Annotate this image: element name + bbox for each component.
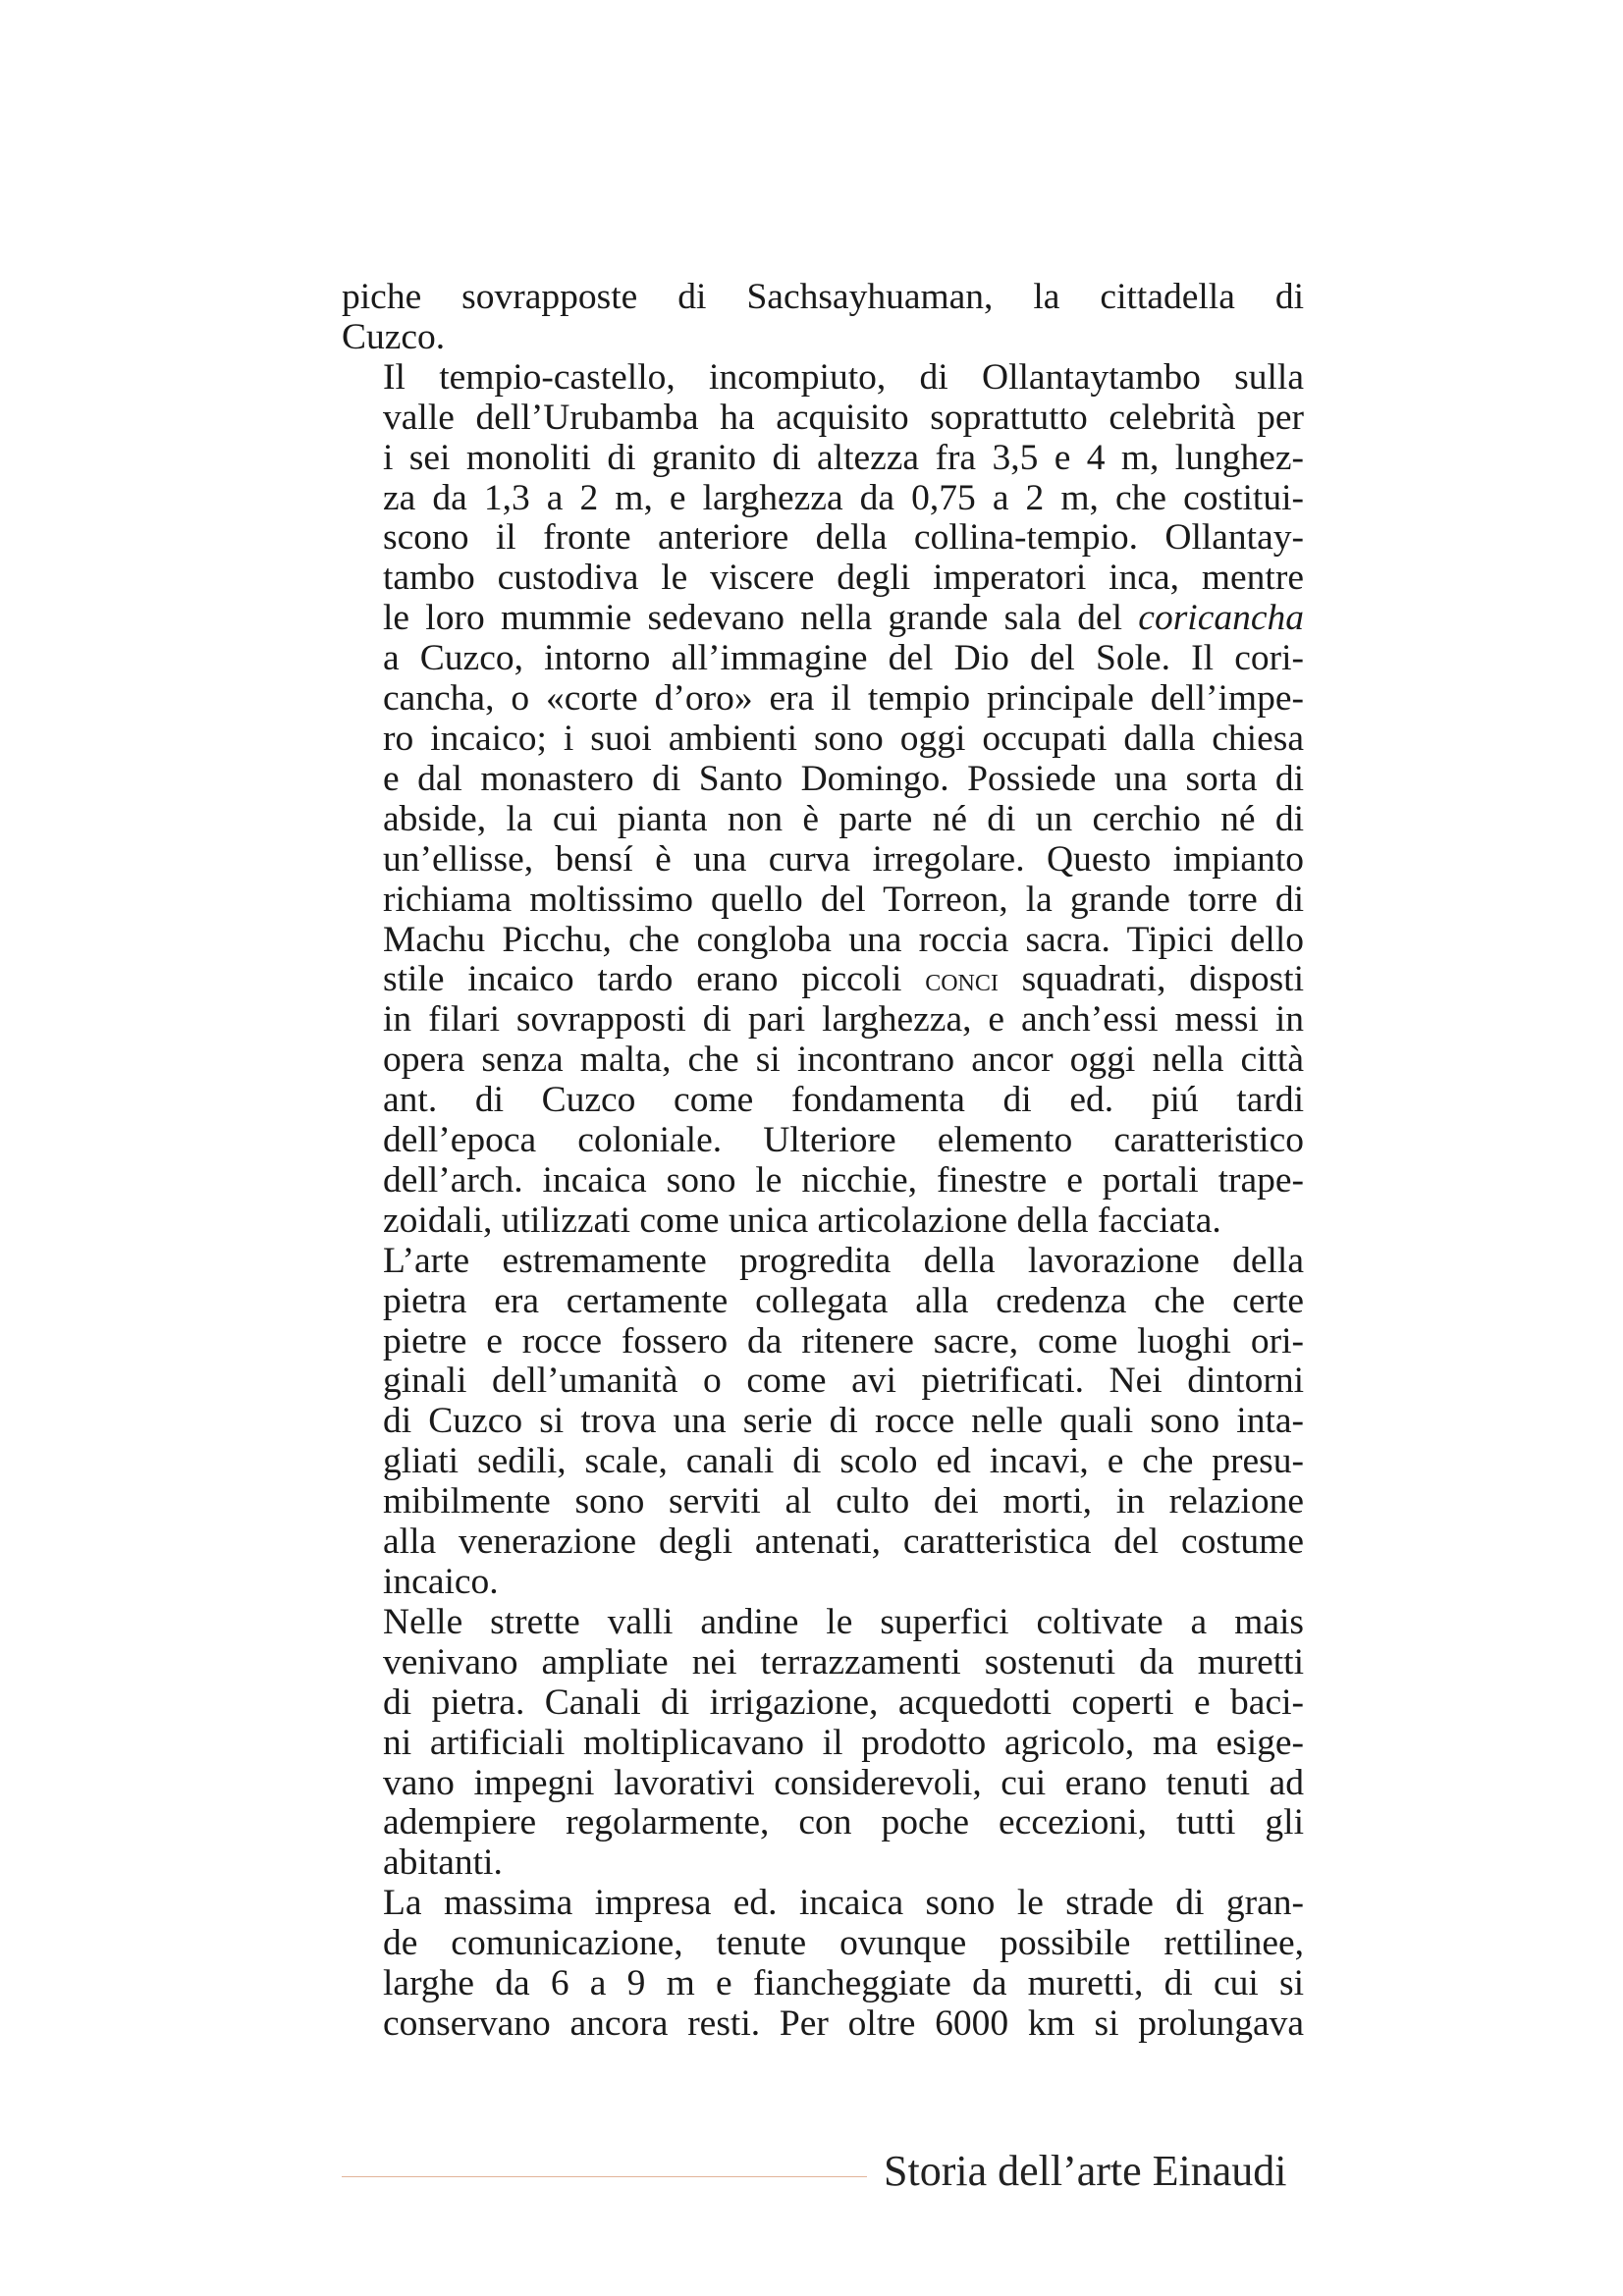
text-line: Il tempio-castello, incompiuto, di Ollantaytambo sulla <box>383 356 1304 398</box>
text-line: ant. di Cuzco come fondamenta di ed. piú tardi <box>383 1080 1304 1121</box>
text-line: cancha, o «corte d’oro» era il tempio principale dell’impe- <box>383 678 1304 720</box>
text-line: di Cuzco si trova una serie di rocce nelle quali sono inta- <box>383 1401 1304 1442</box>
text-line: ni artificiali moltiplicavano il prodotto agricolo, ma esige- <box>383 1722 1304 1763</box>
text-line: ro incaico; i suoi ambienti sono oggi occupati dalla chiesa <box>383 718 1304 759</box>
text-line: ginali dell’umanità o come avi pietrificati. Nei dintorni <box>383 1361 1304 1402</box>
italic-term: coricancha <box>1138 598 1304 639</box>
text-line: abside, la cui pianta non è parte né di un cerchio né di <box>383 798 1304 839</box>
footer-title: Storia dell’arte Einaudi <box>884 2147 1287 2195</box>
text-line: venivano ampliate nei terrazzamenti sostenuti da muretti <box>383 1641 1304 1682</box>
text-line: un’ellisse, bensí è una curva irregolare. Questo impianto <box>383 838 1304 880</box>
paragraph <box>342 278 1304 358</box>
text-line: a Cuzco, intorno all’immagine del Dio del Sole. Il cori- <box>383 638 1304 679</box>
text-line: e dal monastero di Santo Domingo. Possiede una sorta di <box>383 758 1304 799</box>
text-line: opera senza malta, che si incontrano ancor oggi nella città <box>383 1040 1304 1081</box>
text-line: alla venerazione degli antenati, caratteristica del costume <box>383 1522 1304 1563</box>
body-text <box>342 278 1304 2045</box>
paragraph <box>342 358 1304 1242</box>
text-line: scono il fronte anteriore della collina-tempio. Ollantay- <box>383 517 1304 559</box>
text-line: larghe da 6 a 9 m e fiancheggiate da muretti, di cui si <box>383 1963 1304 2004</box>
paragraph <box>342 1884 1304 2045</box>
glossary-term: conci <box>925 961 999 999</box>
text-line: dell’epoca coloniale. Ulteriore elemento caratteristico <box>383 1120 1304 1161</box>
text-line: valle dell’Urubamba ha acquisito soprattutto celebrità per <box>383 397 1304 438</box>
text-line: vano impegni lavorativi considerevoli, cui erano tenuti ad <box>383 1762 1304 1803</box>
text-line: di pietra. Canali di irrigazione, acquedotti coperti e baci- <box>383 1682 1304 1723</box>
text-line: tambo custodiva le viscere degli imperatori inca, mentre <box>383 558 1304 599</box>
text-line: conservano ancora resti. Per oltre 6000 km si prolungava <box>383 2002 1304 2044</box>
text-line: de comunicazione, tenute ovunque possibile rettilinee, <box>383 1923 1304 1964</box>
text-line: L’arte estremamente progredita della lavorazione della <box>383 1240 1304 1281</box>
text-line: Nelle strette valli andine le superfici coltivate a mais <box>383 1601 1304 1642</box>
text-line: adempiere regolarmente, con poche eccezioni, tutti gli <box>383 1802 1304 1843</box>
text-line: zoidali, utilizzati come unica articolazione della facciata. <box>383 1200 1221 1241</box>
paragraph <box>342 1242 1304 1603</box>
text-line: Machu Picchu, che congloba una roccia sacra. Tipici dello <box>383 919 1304 960</box>
text-line: Cuzco. <box>342 316 446 357</box>
text-line: gliati sedili, scale, canali di scolo ed incavi, e che presu- <box>383 1441 1304 1482</box>
text-line: za da 1,3 a 2 m, e larghezza da 0,75 a 2 m, che costitui- <box>383 477 1304 518</box>
text-line: piche sovrapposte di Sachsayhuaman, la cittadella di <box>342 277 1304 317</box>
text-line: le loro mummie sedevano nella grande sala del coricancha <box>383 598 1304 639</box>
text-line: in filari sovrapposti di pari larghezza, e anch’essi messi in <box>383 999 1304 1041</box>
text-line: i sei monoliti di granito di altezza fra 3,5 e 4 m, lunghez- <box>383 437 1304 478</box>
paragraph <box>342 1603 1304 1884</box>
footer-rule <box>342 2176 867 2177</box>
text-line: La massima impresa ed. incaica sono le strade di gran- <box>383 1883 1304 1924</box>
text-line: dell’arch. incaica sono le nicchie, finestre e portali trape- <box>383 1159 1304 1201</box>
text-line: pietre e rocce fossero da ritenere sacre, come luoghi ori- <box>383 1320 1304 1362</box>
text-line: stile incaico tardo erano piccoli conci squadrati, disposti <box>383 959 1305 1000</box>
text-line: abitanti. <box>383 1842 503 1884</box>
text-line: mibilmente sono serviti al culto dei morti, in relazione <box>383 1481 1304 1522</box>
text-line: pietra era certamente collegata alla credenza che certe <box>383 1280 1304 1321</box>
text-line: incaico. <box>383 1562 499 1602</box>
text-line: richiama moltissimo quello del Torreon, la grande torre di <box>383 879 1304 920</box>
